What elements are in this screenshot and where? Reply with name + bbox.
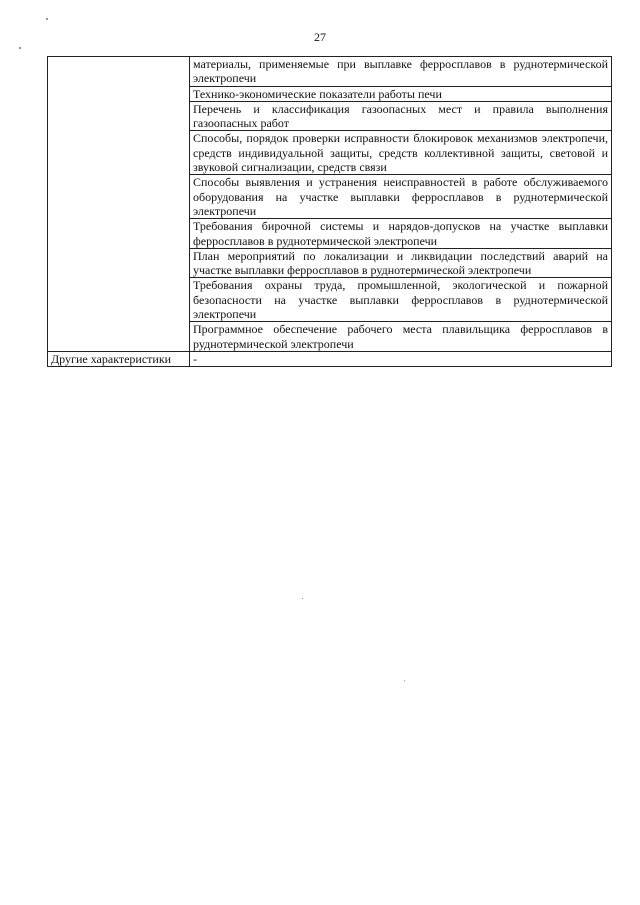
scan-speck bbox=[46, 18, 48, 20]
qualification-table bbox=[47, 56, 612, 367]
other-characteristics-value: - bbox=[190, 351, 612, 366]
table-cell-knowledge: материалы, применяемые при выплавке ферросплавов в руднотермической электропечи bbox=[190, 57, 612, 87]
table-row-other-characteristics bbox=[48, 351, 612, 366]
table-cell-knowledge: Требования бирочной системы и нарядов-допусков на участке выплавки ферросплавов в руднотермической электропечи bbox=[190, 219, 612, 249]
table-cell-knowledge: Способы выявления и устранения неисправностей в работе обслуживаемого оборудования на участке выплавки ферросплавов в руднотермической электропечи bbox=[190, 175, 612, 219]
table-cell-knowledge: Способы, порядок проверки исправности блокировок механизмов электропечи, средств индивидуальной защиты, средств коллективной защиты, световой и звуковой сигнализации, средств связи bbox=[190, 131, 612, 175]
left-merged-cell bbox=[48, 57, 190, 352]
table-cell-knowledge: Программное обеспечение рабочего места плавильщика ферросплавов в руднотермической электропечи bbox=[190, 322, 612, 352]
scan-speck bbox=[302, 598, 303, 599]
other-characteristics-label: Другие характеристики bbox=[48, 351, 190, 366]
table-cell-knowledge: План мероприятий по локализации и ликвидации последствий аварий на участке выплавки ферросплавов в руднотермической электропечи bbox=[190, 248, 612, 278]
scan-speck bbox=[404, 680, 405, 681]
scan-speck bbox=[19, 47, 21, 49]
table-cell-knowledge: Перечень и классификация газоопасных мест и правила выполнения газоопасных работ bbox=[190, 101, 612, 131]
page-number: 27 bbox=[314, 30, 326, 44]
table-cell-knowledge: Технико-экономические показатели работы печи bbox=[190, 86, 612, 101]
table-row bbox=[48, 57, 612, 87]
table-cell-knowledge: Требования охраны труда, промышленной, экологической и пожарной безопасности на участке выплавки ферросплавов в руднотермической электропечи bbox=[190, 278, 612, 322]
